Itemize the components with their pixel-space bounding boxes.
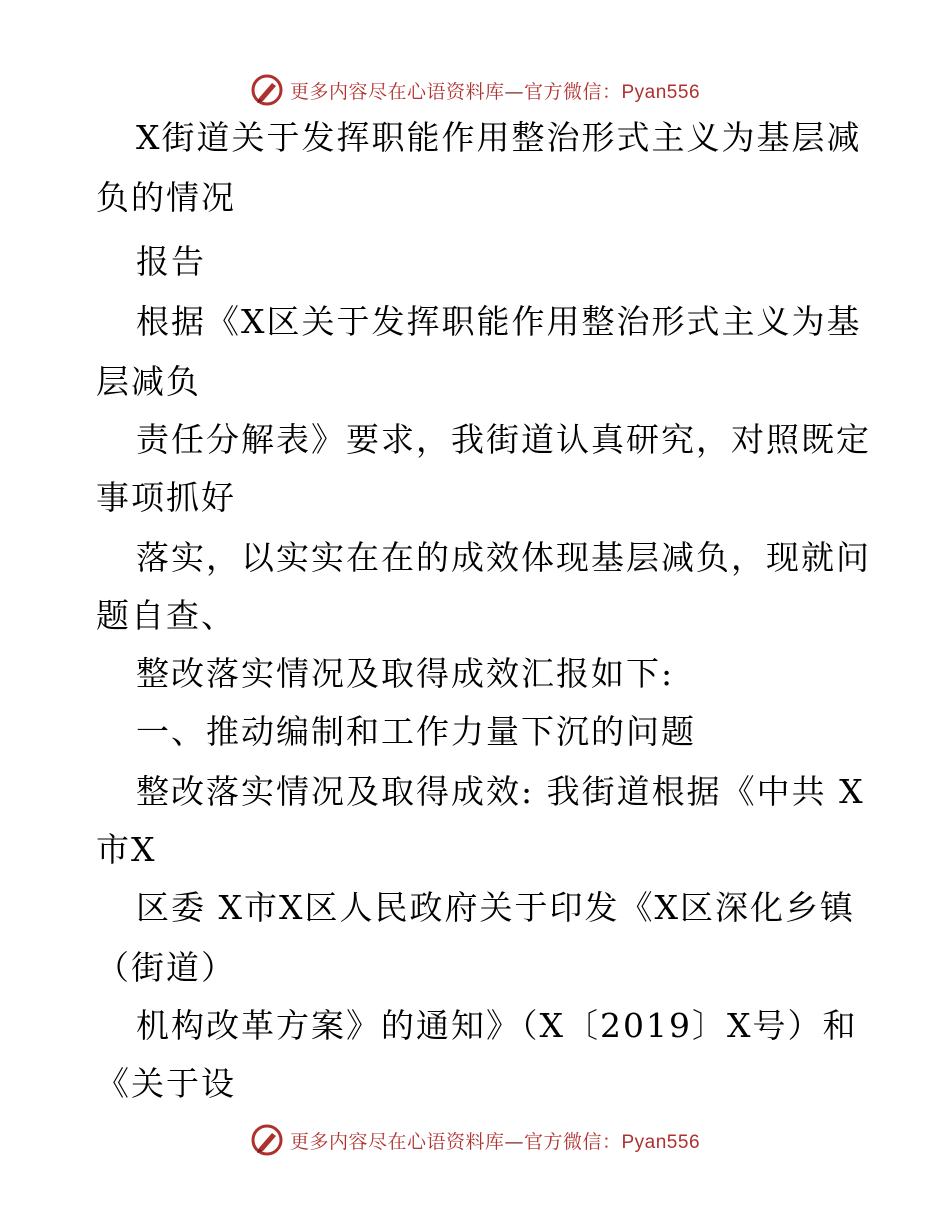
watermark-text: [290, 77, 700, 104]
doc-line-9: 题自查、: [96, 596, 236, 635]
doc-line-1: X街道关于发挥职能作用整治形式主义为基层减: [136, 118, 862, 157]
watermark-wechat-label: 官方微信：: [523, 80, 622, 103]
doc-line-15: （街道）: [96, 948, 236, 987]
watermark-main: 更多内容尽在心语资料库: [289, 1130, 505, 1153]
watermark-text: [290, 1127, 700, 1154]
doc-line-7: 事项抓好: [96, 478, 236, 517]
doc-line-13: 市X: [96, 830, 157, 869]
pen-logo-icon: [250, 73, 284, 107]
doc-line-10: 整改落实情况及取得成效汇报如下:: [136, 654, 675, 693]
doc-line-14: 区委 X市X区人民政府关于印发《X区深化乡镇: [136, 888, 855, 927]
watermark-main: 更多内容尽在心语资料库: [289, 80, 505, 103]
watermark-wechat-id: Pyan556: [621, 1131, 701, 1153]
pen-logo-icon: [250, 1123, 284, 1157]
doc-line-16: 机构改革方案》的通知》（X〔2019〕X号）和: [136, 1006, 858, 1045]
doc-line-11: 一、推动编制和工作力量下沉的问题: [136, 712, 696, 751]
doc-line-4: 根据《X区关于发挥职能作用整治形式主义为基: [136, 302, 862, 341]
doc-line-12: 整改落实情况及取得成效: 我街道根据《中共 X: [136, 772, 865, 811]
watermark-footer: [0, 1120, 950, 1160]
doc-line-6: 责任分解表》要求，我街道认真研究，对照既定: [136, 420, 871, 459]
doc-line-17: 《关于设: [96, 1064, 236, 1103]
watermark-header: [0, 70, 950, 110]
doc-line-8: 落实，以实实在在的成效体现基层减负，现就问: [136, 538, 871, 577]
watermark-separator: —: [504, 80, 524, 103]
doc-line-3: 报告: [136, 242, 206, 281]
doc-line-5: 层减负: [96, 362, 201, 401]
doc-line-2: 负的情况: [96, 178, 236, 217]
watermark-wechat-label: 官方微信：: [523, 1130, 622, 1153]
watermark-separator: —: [504, 1130, 524, 1153]
watermark-wechat-id: Pyan556: [621, 81, 701, 103]
